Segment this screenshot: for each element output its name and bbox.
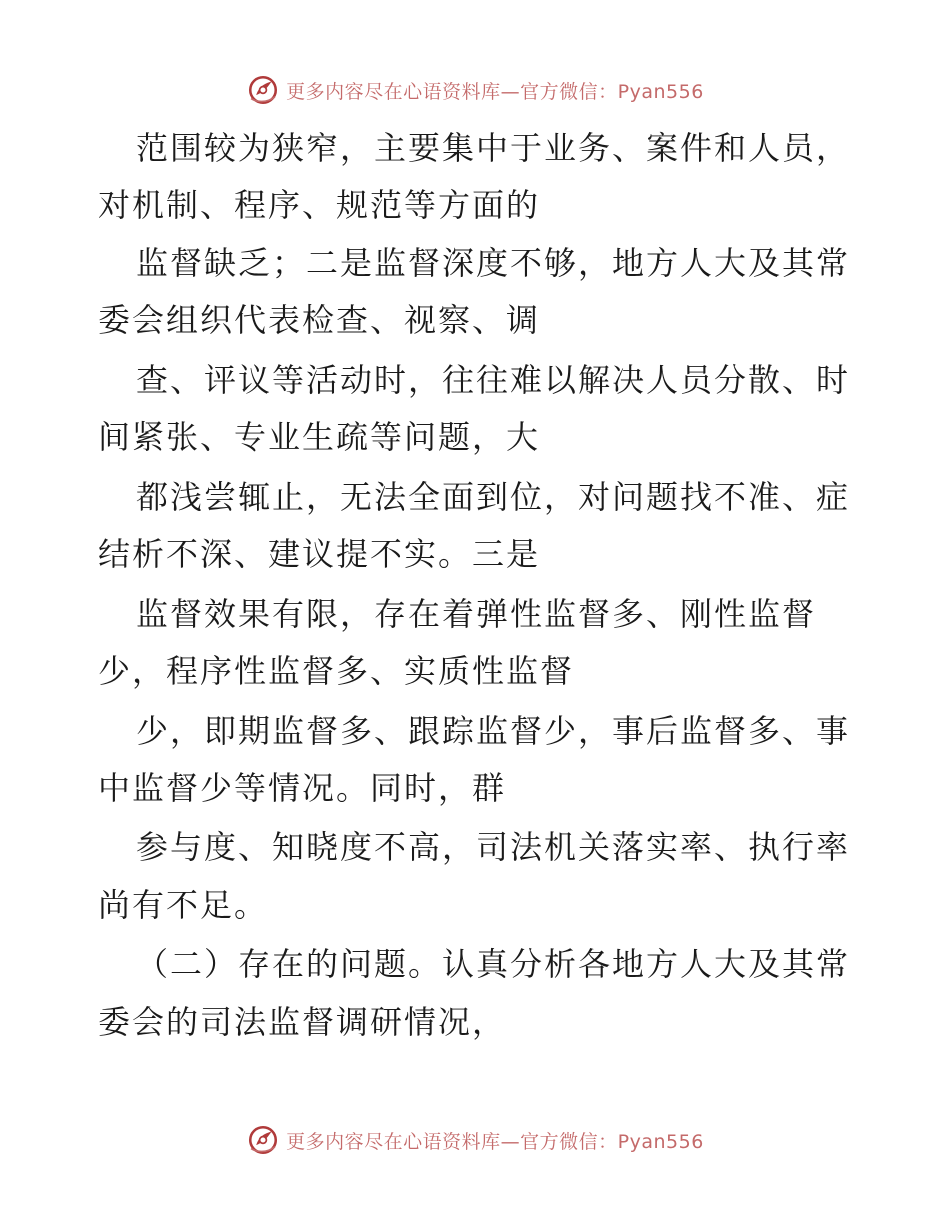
footer-watermark (0, 1120, 950, 1160)
body-line: 中监督少等情况。同时，群 (98, 769, 507, 807)
body-line: 间紧张、专业生疏等问题，大 (98, 418, 541, 456)
watermark-text: 更多内容尽在心语资料库—官方微信：Pyan556 (286, 1130, 704, 1153)
watermark-text: 更多内容尽在心语资料库—官方微信：Pyan556 (286, 80, 704, 103)
body-line: （二）存在的问题。认真分析各地方人大及其常 (136, 945, 851, 983)
body-line: 参与度、知晓度不高，司法机关落实率、执行率 (136, 828, 851, 866)
body-line: 对机制、程序、规范等方面的 (98, 186, 541, 224)
body-line: 监督缺乏；二是监督深度不够，地方人大及其常 (136, 244, 851, 282)
body-line: 委会组织代表检查、视察、调 (98, 301, 541, 339)
body-line: 结析不深、建议提不实。三是 (98, 535, 541, 573)
body-line: 范围较为狭窄，主要集中于业务、案件和人员， (136, 129, 851, 167)
body-line: 少，即期监督多、跟踪监督少，事后监督多、事 (136, 712, 851, 750)
body-line: 监督效果有限，存在着弹性监督多、刚性监督 (136, 595, 817, 633)
lotus-seal-icon (246, 1123, 280, 1157)
body-line: 尚有不足。 (98, 886, 269, 924)
body-line: 都浅尝辄止，无法全面到位，对问题找不准、症 (136, 478, 851, 516)
body-line: 委会的司法监督调研情况， (98, 1003, 507, 1041)
body-line: 少，程序性监督多、实质性监督 (98, 652, 575, 690)
body-line: 查、评议等活动时，往往难以解决人员分散、时 (136, 361, 851, 399)
